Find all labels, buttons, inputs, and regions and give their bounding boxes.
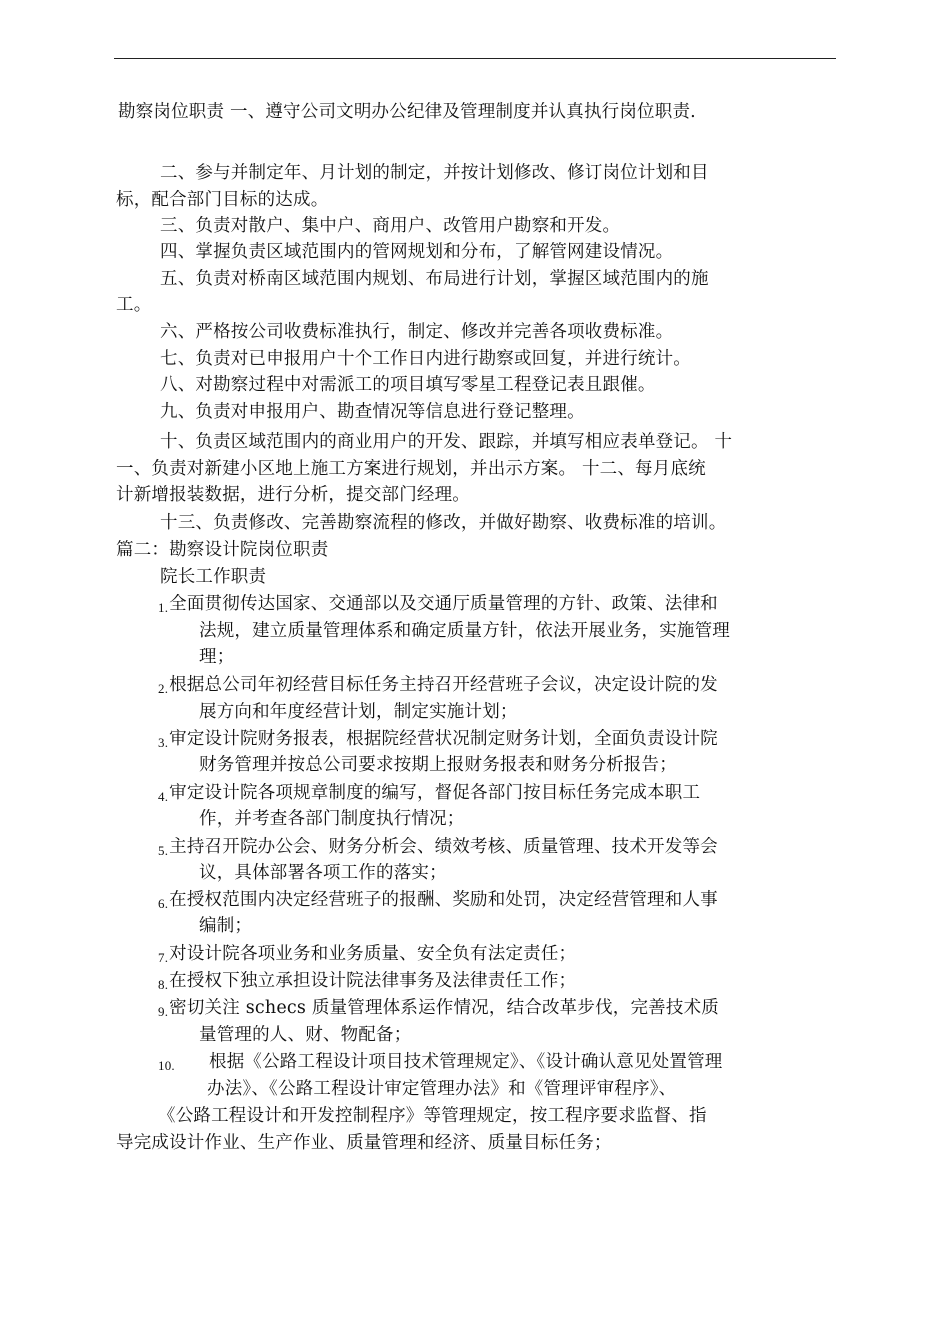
doc-line: 十三、负责修改、完善勘察流程的修改，并做好勘察、收费标准的培训。	[160, 513, 727, 533]
doc-line: 五、负责对桥南区域范围内规划、布局进行计划，掌握区域范围内的施	[160, 269, 709, 289]
list-item-cont: 办法》、《公路工程设计审定管理办法》和《管理评审程序》、	[207, 1079, 677, 1099]
list-item-cont: 编制；	[199, 916, 253, 936]
doc-line: 标，配合部门目标的达成。	[116, 190, 329, 210]
list-item-cont: 作，并考查各部门制度执行情况；	[199, 809, 465, 829]
doc-line: 九、负责对申报用户、勘查情况等信息进行登记整理。	[160, 402, 585, 422]
list-item: 3.审定设计院财务报表，根据院经营状况制定财务计划，全面负责设计院	[158, 729, 718, 750]
doc-line: 三、负责对散户、集中户、商用户、改管用户勘察和开发。	[160, 216, 621, 236]
list-item-cont: 理；	[199, 647, 235, 667]
doc-line: 八、对勘察过程中对需派工的项目填写零星工程登记表且跟催。	[160, 375, 656, 395]
doc-line: 七、负责对已申报用户十个工作日内进行勘察或回复，并进行统计。	[160, 349, 691, 369]
subsection-heading: 院长工作职责	[160, 567, 267, 587]
doc-line: 十、负责区域范围内的商业用户的开发、跟踪，并填写相应表单登记。 十	[160, 432, 733, 452]
list-item-cont: 量管理的人、财、物配备；	[199, 1025, 412, 1045]
list-item: 9.密切关注 schecs 质量管理体系运作情况，结合改革步伐，完善技术质	[158, 998, 719, 1019]
list-item: 4.审定设计院各项规章制度的编写，督促各部门按目标任务完成本职工	[158, 783, 701, 804]
header-rule	[114, 58, 836, 59]
doc-line: 《公路工程设计和开发控制程序》等管理规定，按工程序要求监督、指	[158, 1106, 707, 1126]
doc-line: 工。	[116, 295, 152, 315]
list-item: 2.根据总公司年初经营目标任务主持召开经营班子会议，决定设计院的发	[158, 675, 718, 696]
doc-line: 计新增报装数据，进行分析，提交部门经理。	[116, 485, 470, 505]
doc-line: 四、掌握负责区域范围内的管网规划和分布，了解管网建设情况。	[160, 242, 674, 262]
list-item: 10. 根据《公路工程设计项目技术管理规定》、《设计确认意见处置管理	[158, 1052, 723, 1073]
list-item-cont: 法规，建立质量管理体系和确定质量方针，依法开展业务，实施管理	[199, 621, 730, 641]
doc-line: 导完成设计作业、生产作业、质量管理和经济、质量目标任务；	[116, 1133, 612, 1153]
list-item-cont: 展方向和年度经营计划，制定实施计划；	[199, 702, 518, 722]
list-item: 6.在授权范围内决定经营班子的报酬、奖励和处罚，决定经营管理和人事	[158, 890, 718, 911]
list-item-cont: 财务管理并按总公司要求按期上报财务报表和财务分析报告；	[199, 755, 677, 775]
doc-line: 二、参与并制定年、月计划的制定，并按计划修改、修订岗位计划和目	[160, 163, 709, 183]
list-item: 7.对设计院各项业务和业务质量、安全负有法定责任；	[158, 944, 577, 965]
doc-line: 一、负责对新建小区地上施工方案进行规划，并出示方案。 十二、每月底统	[116, 459, 706, 479]
list-item-cont: 议，具体部署各项工作的落实；	[199, 863, 447, 883]
list-item: 1.全面贯彻传达国家、交通部以及交通厅质量管理的方针、政策、法律和	[158, 594, 718, 615]
doc-line: 六、严格按公司收费标准执行，制定、修改并完善各项收费标准。	[160, 322, 674, 342]
doc-line: 勘察岗位职责 一、遵守公司文明办公纪律及管理制度并认真执行岗位职责.	[118, 102, 696, 122]
list-item: 8.在授权下独立承担设计院法律事务及法律责任工作；	[158, 971, 577, 992]
list-item: 5.主持召开院办公会、财务分析会、绩效考核、质量管理、技术开发等会	[158, 837, 718, 858]
section-heading: 篇二：勘察设计院岗位职责	[116, 540, 329, 560]
